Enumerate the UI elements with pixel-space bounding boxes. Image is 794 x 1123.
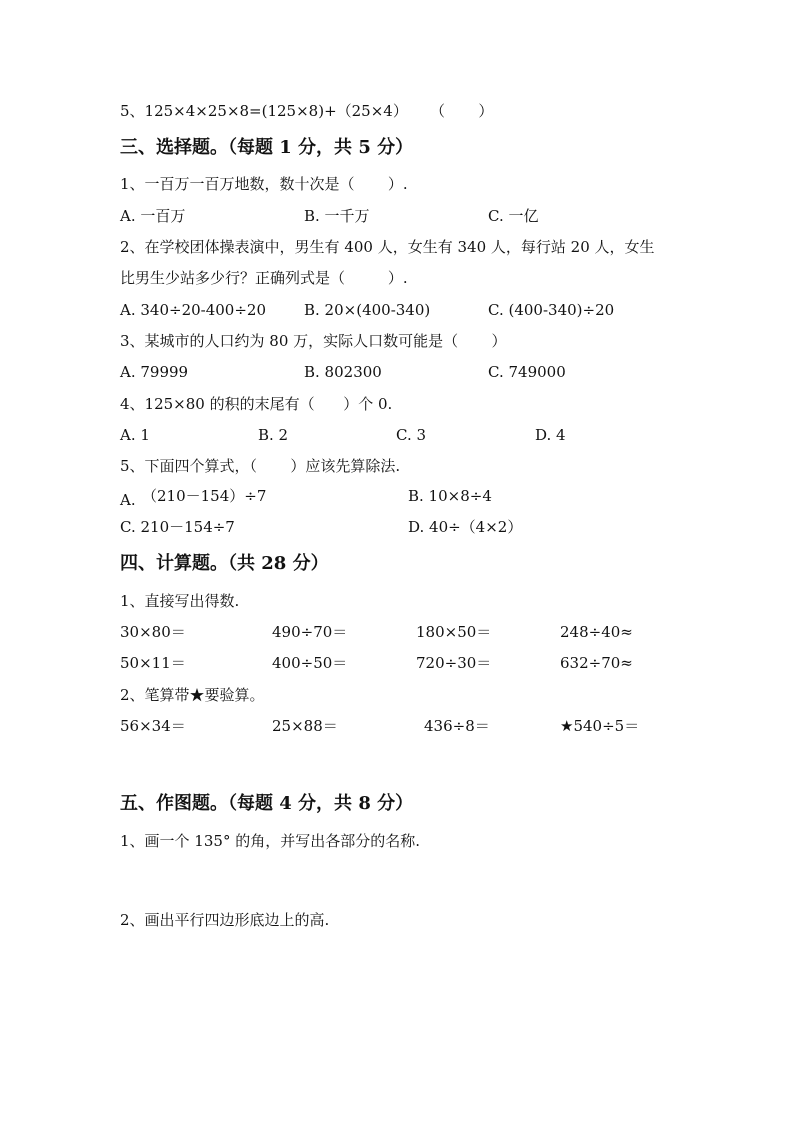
- choice-q4-option-b[interactable]: B. 2: [258, 426, 289, 444]
- written-calc-item: 25×88＝: [272, 717, 338, 735]
- calc-q1-stem: 1、直接写出得数.: [120, 592, 240, 610]
- calc-item: 400÷50＝: [272, 654, 348, 672]
- calc-item: 180×50＝: [416, 623, 492, 641]
- written-calc-item: 436÷8＝: [424, 717, 490, 735]
- choice-q4-stem: 4、125×80 的积的末尾有（ ）个 0.: [120, 395, 393, 413]
- choice-q2-option-b[interactable]: B. 20×(400-340): [304, 301, 431, 319]
- section-title-choice: 三、选择题。（每题 1 分，共 5 分）: [120, 137, 414, 158]
- choice-q5-option-a[interactable]: （210－154）÷7: [142, 487, 267, 505]
- choice-q1-option-a[interactable]: A. 一百万: [120, 207, 186, 225]
- judge-answer-blank[interactable]: （ ）: [430, 102, 494, 120]
- choice-q3-stem: 3、某城市的人口约为 80 万，实际人口数可能是（ ）: [120, 332, 507, 350]
- section-title-calculation: 四、计算题。（共 28 分）: [120, 553, 329, 574]
- choice-q4-option-c[interactable]: C. 3: [396, 426, 427, 444]
- drawing-q1: 1、画一个 135° 的角，并写出各部分的名称.: [120, 832, 420, 850]
- judge-question-5: 5、125×4×25×8=(125×8)+（25×4）: [120, 102, 408, 120]
- choice-q4-option-a[interactable]: A. 1: [120, 426, 150, 444]
- choice-q5-stem: 5、下面四个算式，（ ）应该先算除法.: [120, 457, 401, 475]
- calc-item: 490÷70＝: [272, 623, 348, 641]
- choice-q5-option-d[interactable]: D. 40÷（4×2）: [408, 518, 523, 536]
- calc-item: 632÷70≈: [560, 654, 633, 672]
- choice-q1-option-c[interactable]: C. 一亿: [488, 207, 539, 225]
- section-title-drawing: 五、作图题。（每题 4 分，共 8 分）: [120, 793, 414, 814]
- calc-item: 30×80＝: [120, 623, 186, 641]
- written-calc-item: ★540÷5＝: [560, 717, 640, 735]
- choice-q2-stem-line2: 比男生少站多少行？正确列式是（ ）.: [120, 269, 408, 287]
- choice-q1-stem: 1、一百万一百万地数，数十次是（ ）.: [120, 175, 408, 193]
- choice-q5-option-a-letter[interactable]: A.: [120, 491, 136, 509]
- choice-q1-option-b[interactable]: B. 一千万: [304, 207, 370, 225]
- written-calc-item: 56×34＝: [120, 717, 186, 735]
- choice-q5-option-b[interactable]: B. 10×8÷4: [408, 487, 492, 505]
- calc-item: 50×11＝: [120, 654, 186, 672]
- drawing-q2: 2、画出平行四边形底边上的高.: [120, 911, 330, 929]
- choice-q4-option-d[interactable]: D. 4: [535, 426, 566, 444]
- choice-q5-option-c[interactable]: C. 210－154÷7: [120, 518, 235, 536]
- choice-q2-option-a[interactable]: A. 340÷20-400÷20: [120, 301, 267, 319]
- choice-q3-option-c[interactable]: C. 749000: [488, 363, 566, 381]
- calc-item: 720÷30＝: [416, 654, 492, 672]
- choice-q2-stem-line1: 2、在学校团体操表演中，男生有 400 人，女生有 340 人，每行站 20 人，女生: [120, 238, 655, 256]
- choice-q2-option-c[interactable]: C. (400-340)÷20: [488, 301, 615, 319]
- calc-item: 248÷40≈: [560, 623, 633, 641]
- choice-q3-option-a[interactable]: A. 79999: [120, 363, 189, 381]
- choice-q3-option-b[interactable]: B. 802300: [304, 363, 382, 381]
- calc-q2-stem: 2、笔算带★要验算。: [120, 686, 265, 704]
